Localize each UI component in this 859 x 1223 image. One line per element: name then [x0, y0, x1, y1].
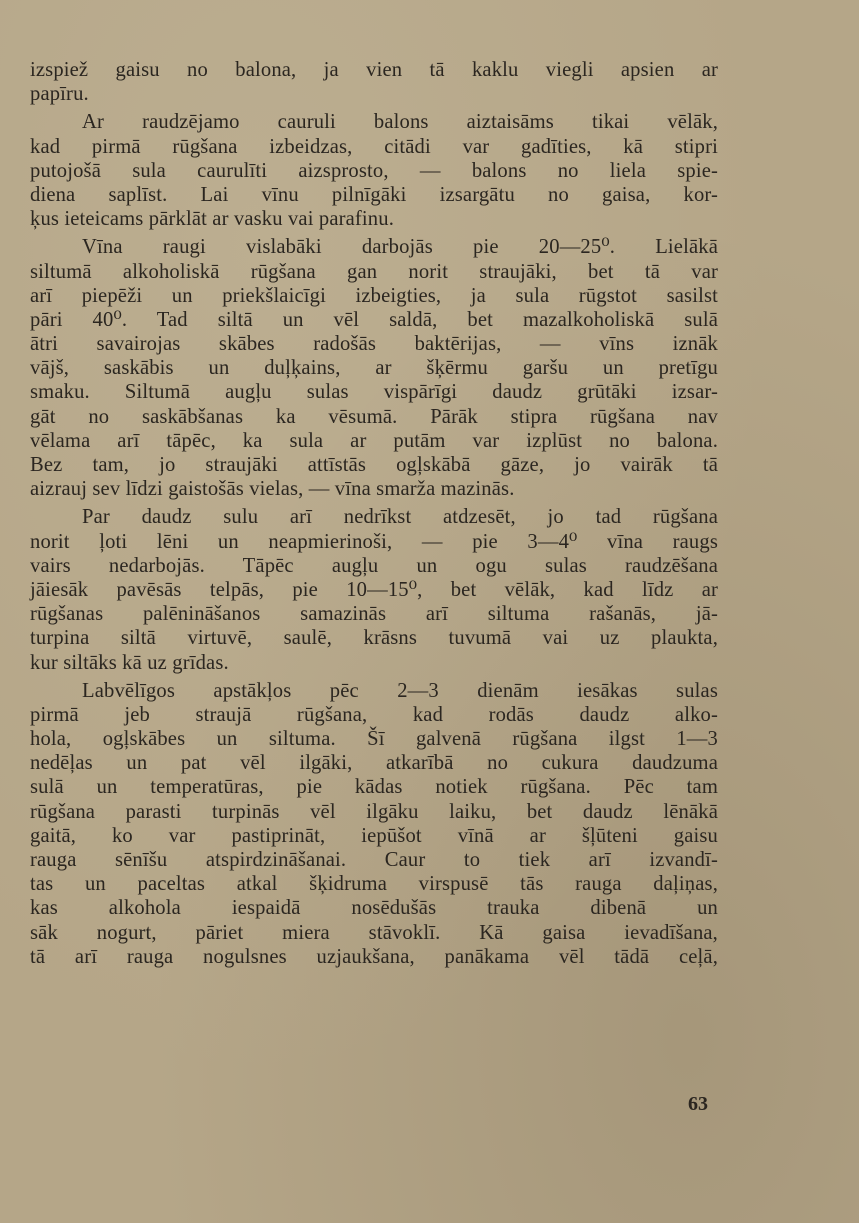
text-line: kur siltāks kā uz grīdas.	[30, 651, 229, 674]
text-line: gāt no saskābšanas ka vēsumā. Pārāk stipra rūgšana nav	[30, 405, 718, 428]
text-line: gaitā, ko var pastiprināt, iepūšot vīnā ar šļūteni gaisu	[30, 824, 718, 847]
text-line: Par daudz sulu arī nedrīkst atdzesēt, jo tad rūgšana	[82, 506, 718, 529]
text-line: hola, ogļskābes un siltuma. Šī galvenā rūgšana ilgst 1—3	[30, 728, 718, 751]
text-line: jāiesāk pavēsās telpās, pie 10—15⁰, bet vēlāk, kad līdz ar	[30, 578, 718, 601]
text-line: rūgšanas palēnināšanos samazinās arī siltuma rašanās, jā-	[30, 603, 718, 626]
text-line: pirmā jeb straujā rūgšana, kad rodās daudz alko-	[30, 703, 718, 726]
body-text	[30, 58, 718, 969]
text-line: putojošā sula caurulīti aizsprosto, — balons no liela spie-	[30, 159, 718, 182]
text-line: tas un paceltas atkal šķidruma virspusē tās rauga daļiņas,	[30, 873, 718, 896]
text-line: rūgšana parasti turpinās vēl ilgāku laiku, bet daudz lēnākā	[30, 800, 718, 823]
text-line: turpina siltā virtuvē, saulē, krāsns tuvumā vai uz plaukta,	[30, 627, 718, 650]
text-line: nedēļas un pat vēl ilgāki, atkarībā no cukura daudzuma	[30, 752, 718, 775]
text-line: Labvēlīgos apstākļos pēc 2—3 dienām iesākas sulas	[82, 679, 718, 702]
text-line: sāk nogurt, pāriet miera stāvoklī. Kā gaisa ievadīšana,	[30, 921, 718, 944]
page-number: 63	[688, 1093, 708, 1115]
text-line: vājš, saskābis un duļķains, ar šķērmu garšu un pretīgu	[30, 357, 718, 380]
text-line: ātri savairojas skābes radošās baktērijas, — vīns iznāk	[30, 333, 718, 356]
text-line: vēlama arī tāpēc, ka sula ar putām var izplūst no balona.	[30, 429, 718, 452]
text-line: Ar raudzējamo cauruli balons aiztaisāms tikai vēlāk,	[82, 111, 718, 134]
text-line: rauga sēnīšu atspirdzināšanai. Caur to tiek arī izvandī-	[30, 849, 718, 871]
text-line: Vīna raugi vislabāki darbojās pie 20—25⁰. Lielākā	[82, 236, 718, 259]
text-line: vairs nedarbojās. Tāpēc augļu un ogu sulas raudzēšana	[30, 554, 718, 577]
text-line: smaku. Siltumā augļu sulas vispārīgi daudz grūtāki izsar-	[30, 381, 718, 404]
text-line: tā arī rauga nogulsnes uzjaukšana, panākama vēl tādā ceļā,	[30, 945, 718, 968]
text-line: papīru.	[30, 83, 89, 106]
text-line: diena saplīst. Lai vīnu pilnīgāki izsargātu no gaisa, kor-	[30, 183, 718, 206]
text-line: kas alkohola iespaidā nosēdušās trauka dibenā un	[30, 897, 718, 920]
text-line: kad pirmā rūgšana izbeidzas, citādi var gadīties, kā stipri	[30, 135, 718, 158]
text-line: norit ļoti lēni un neapmierinoši, — pie 3—4⁰ vīna raugs	[30, 530, 718, 553]
text-line: izspiež gaisu no balona, ja vien tā kaklu viegli apsien ar	[30, 59, 718, 81]
text-line: arī piepēži un priekšlaicīgi izbeigties, ja sula rūgstot sasilst	[30, 284, 718, 307]
text-line: Bez tam, jo straujāki attīstās ogļskābā gāze, jo vairāk tā	[30, 454, 718, 476]
text-line: pāri 40⁰. Tad siltā un vēl saldā, bet mazalkoholiskā sulā	[30, 308, 718, 331]
text-line: ķus ieteicams pārklāt ar vasku vai parafinu.	[30, 208, 394, 231]
text-line: aizrauj sev līdzi gaistošās vielas, — vīna smarža mazinās.	[30, 478, 515, 501]
text-line: sulā un temperatūras, pie kādas notiek rūgšana. Pēc tam	[30, 776, 718, 799]
text-line: siltumā alkoholiskā rūgšana gan norit straujāki, bet tā var	[30, 260, 718, 283]
